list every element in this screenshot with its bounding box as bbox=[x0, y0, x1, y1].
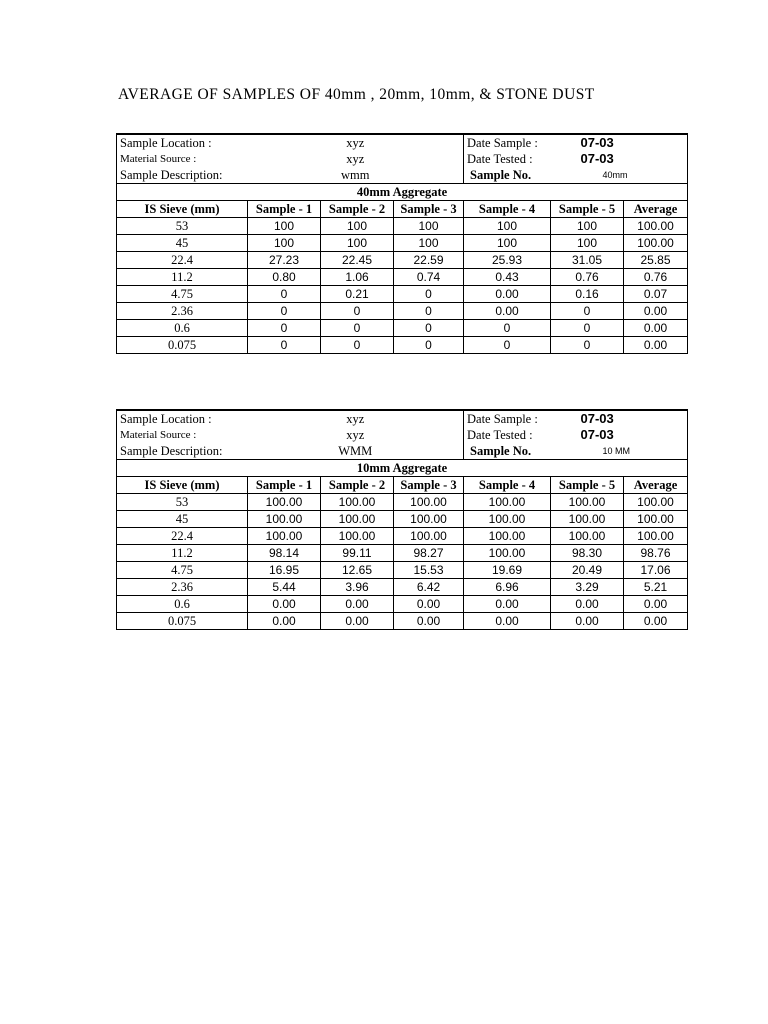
sample-cell: 100 bbox=[394, 218, 464, 235]
sample-no-value: 10 MM bbox=[551, 443, 688, 460]
table-row bbox=[117, 579, 688, 596]
date-sample-label: Date Sample : bbox=[464, 410, 551, 427]
sample-cell: 100.00 bbox=[551, 528, 624, 545]
section-title: 10mm Aggregate bbox=[117, 460, 688, 477]
table-row bbox=[117, 528, 688, 545]
sample-no-value: 40mm bbox=[551, 167, 688, 184]
sample-cell: 100 bbox=[551, 235, 624, 252]
sample-cell: 1.06 bbox=[321, 269, 394, 286]
sample-cell: 0 bbox=[248, 320, 321, 337]
column-header-sample-3: Sample - 3 bbox=[394, 201, 464, 218]
sample-cell: 100.00 bbox=[321, 511, 394, 528]
sample-cell: 22.59 bbox=[394, 252, 464, 269]
sieve-cell: 0.6 bbox=[117, 596, 248, 613]
sample-cell: 0.00 bbox=[464, 286, 551, 303]
column-header-sample-2: Sample - 2 bbox=[321, 201, 394, 218]
sample-cell: 0 bbox=[394, 337, 464, 354]
sample-cell: 0.76 bbox=[551, 269, 624, 286]
sample-cell: 100 bbox=[248, 218, 321, 235]
column-header-sample-5: Sample - 5 bbox=[551, 201, 624, 218]
sample-cell: 22.45 bbox=[321, 252, 394, 269]
sample-cell: 98.14 bbox=[248, 545, 321, 562]
sieve-cell: 53 bbox=[117, 494, 248, 511]
column-header-sieve: IS Sieve (mm) bbox=[117, 201, 248, 218]
sample-cell: 25.93 bbox=[464, 252, 551, 269]
sample-cell: 100.00 bbox=[464, 494, 551, 511]
sample-cell: 100.00 bbox=[394, 528, 464, 545]
sieve-cell: 11.2 bbox=[117, 545, 248, 562]
material-source-value: xyz bbox=[248, 427, 464, 443]
table-row bbox=[117, 511, 688, 528]
sample-cell: 100.00 bbox=[248, 511, 321, 528]
sample-cell: 0.00 bbox=[551, 596, 624, 613]
sample-cell: 100 bbox=[321, 235, 394, 252]
sample-cell: 6.42 bbox=[394, 579, 464, 596]
sample-no-label: Sample No. bbox=[464, 167, 551, 184]
average-cell: 100.00 bbox=[624, 494, 688, 511]
sieve-cell: 0.075 bbox=[117, 337, 248, 354]
sample-cell: 100 bbox=[321, 218, 394, 235]
sample-cell: 0 bbox=[394, 286, 464, 303]
average-cell: 0.76 bbox=[624, 269, 688, 286]
sample-location-label: Sample Location : bbox=[117, 410, 248, 427]
sieve-cell: 22.4 bbox=[117, 528, 248, 545]
table-row bbox=[117, 545, 688, 562]
sample-cell: 100.00 bbox=[394, 511, 464, 528]
sieve-cell: 2.36 bbox=[117, 579, 248, 596]
sample-cell: 0.00 bbox=[321, 613, 394, 630]
sample-cell: 0.00 bbox=[394, 613, 464, 630]
sample-location-value: xyz bbox=[248, 134, 464, 151]
average-cell: 0.00 bbox=[624, 596, 688, 613]
sieve-cell: 0.6 bbox=[117, 320, 248, 337]
sample-cell: 0 bbox=[321, 303, 394, 320]
date-sample-value: 07-03 bbox=[551, 410, 688, 427]
table-row bbox=[117, 303, 688, 320]
sample-cell: 0.00 bbox=[394, 596, 464, 613]
table-row bbox=[117, 494, 688, 511]
column-header-sieve: IS Sieve (mm) bbox=[117, 477, 248, 494]
table-row bbox=[117, 286, 688, 303]
sieve-cell: 11.2 bbox=[117, 269, 248, 286]
sample-cell: 0 bbox=[551, 337, 624, 354]
sample-no-label: Sample No. bbox=[464, 443, 551, 460]
sample-cell: 0 bbox=[321, 320, 394, 337]
column-header-sample-1: Sample - 1 bbox=[248, 477, 321, 494]
sieve-cell: 4.75 bbox=[117, 562, 248, 579]
sample-cell: 16.95 bbox=[248, 562, 321, 579]
average-cell: 5.21 bbox=[624, 579, 688, 596]
sieve-cell: 45 bbox=[117, 235, 248, 252]
average-cell: 100.00 bbox=[624, 235, 688, 252]
section-title: 40mm Aggregate bbox=[117, 184, 688, 201]
sample-cell: 0 bbox=[248, 286, 321, 303]
sample-cell: 100.00 bbox=[248, 494, 321, 511]
table-row bbox=[117, 562, 688, 579]
sample-cell: 6.96 bbox=[464, 579, 551, 596]
sample-description-value: wmm bbox=[248, 167, 464, 184]
sieve-cell: 45 bbox=[117, 511, 248, 528]
sample-cell: 100.00 bbox=[248, 528, 321, 545]
sample-cell: 100.00 bbox=[321, 494, 394, 511]
sample-cell: 0.00 bbox=[464, 613, 551, 630]
column-header-sample-4: Sample - 4 bbox=[464, 477, 551, 494]
table-row bbox=[117, 320, 688, 337]
column-header-sample-2: Sample - 2 bbox=[321, 477, 394, 494]
sample-cell: 20.49 bbox=[551, 562, 624, 579]
average-cell: 17.06 bbox=[624, 562, 688, 579]
sample-cell: 100.00 bbox=[464, 528, 551, 545]
sample-cell: 3.96 bbox=[321, 579, 394, 596]
sample-cell: 0.00 bbox=[464, 596, 551, 613]
column-header-average: Average bbox=[624, 477, 688, 494]
table-row bbox=[117, 252, 688, 269]
sample-cell: 0 bbox=[551, 303, 624, 320]
sample-cell: 0.43 bbox=[464, 269, 551, 286]
sample-cell: 5.44 bbox=[248, 579, 321, 596]
sample-cell: 100 bbox=[464, 218, 551, 235]
sample-cell: 0 bbox=[464, 320, 551, 337]
sample-cell: 99.11 bbox=[321, 545, 394, 562]
average-cell: 98.76 bbox=[624, 545, 688, 562]
sample-cell: 100.00 bbox=[321, 528, 394, 545]
sieve-cell: 53 bbox=[117, 218, 248, 235]
sample-cell: 0.00 bbox=[464, 303, 551, 320]
sample-location-value: xyz bbox=[248, 410, 464, 427]
sample-cell: 0 bbox=[394, 303, 464, 320]
table-row bbox=[117, 235, 688, 252]
date-tested-label: Date Tested : bbox=[467, 428, 533, 442]
aggregate-table-40mm bbox=[116, 133, 688, 354]
sample-cell: 0.74 bbox=[394, 269, 464, 286]
sample-cell: 0 bbox=[394, 320, 464, 337]
sample-cell: 0.00 bbox=[248, 613, 321, 630]
date-tested-value: 07-03 bbox=[551, 427, 688, 443]
average-cell: 100.00 bbox=[624, 511, 688, 528]
average-cell: 100.00 bbox=[624, 528, 688, 545]
sample-cell: 100 bbox=[551, 218, 624, 235]
sample-description-value: WMM bbox=[248, 443, 464, 460]
sample-cell: 19.69 bbox=[464, 562, 551, 579]
average-cell: 0.00 bbox=[624, 303, 688, 320]
date-tested-value: 07-03 bbox=[551, 151, 688, 167]
date-sample-value: 07-03 bbox=[551, 134, 688, 151]
sieve-cell: 22.4 bbox=[117, 252, 248, 269]
sample-cell: 0.00 bbox=[248, 596, 321, 613]
sample-cell: 100 bbox=[464, 235, 551, 252]
sample-cell: 0 bbox=[248, 303, 321, 320]
table-row bbox=[117, 337, 688, 354]
sample-cell: 100.00 bbox=[394, 494, 464, 511]
sample-cell: 0.80 bbox=[248, 269, 321, 286]
sample-description-label: Sample Description: bbox=[117, 443, 248, 460]
column-header-sample-3: Sample - 3 bbox=[394, 477, 464, 494]
sample-cell: 98.30 bbox=[551, 545, 624, 562]
aggregate-table-10mm bbox=[116, 409, 688, 630]
table-row bbox=[117, 613, 688, 630]
sample-cell: 15.53 bbox=[394, 562, 464, 579]
average-cell: 0.00 bbox=[624, 613, 688, 630]
sample-cell: 0 bbox=[551, 320, 624, 337]
sample-location-label: Sample Location : bbox=[117, 134, 248, 151]
sample-cell: 0.00 bbox=[551, 613, 624, 630]
sample-cell: 0.16 bbox=[551, 286, 624, 303]
sample-cell: 27.23 bbox=[248, 252, 321, 269]
average-cell: 25.85 bbox=[624, 252, 688, 269]
sample-cell: 98.27 bbox=[394, 545, 464, 562]
material-source-label: Material Source : bbox=[117, 151, 248, 167]
average-cell: 0.00 bbox=[624, 337, 688, 354]
sample-cell: 100.00 bbox=[464, 511, 551, 528]
sample-cell: 0 bbox=[248, 337, 321, 354]
sample-cell: 0 bbox=[464, 337, 551, 354]
column-header-average: Average bbox=[624, 201, 688, 218]
sieve-cell: 0.075 bbox=[117, 613, 248, 630]
sample-cell: 12.65 bbox=[321, 562, 394, 579]
sample-description-label: Sample Description: bbox=[117, 167, 248, 184]
table-row bbox=[117, 269, 688, 286]
average-cell: 0.07 bbox=[624, 286, 688, 303]
sample-cell: 100 bbox=[248, 235, 321, 252]
sample-cell: 31.05 bbox=[551, 252, 624, 269]
average-cell: 0.00 bbox=[624, 320, 688, 337]
average-cell: 100.00 bbox=[624, 218, 688, 235]
sample-cell: 100.00 bbox=[551, 494, 624, 511]
sieve-cell: 4.75 bbox=[117, 286, 248, 303]
sample-cell: 100.00 bbox=[464, 545, 551, 562]
sample-cell: 100 bbox=[394, 235, 464, 252]
table-row bbox=[117, 596, 688, 613]
date-sample-label: Date Sample : bbox=[464, 134, 551, 151]
sample-cell: 0.21 bbox=[321, 286, 394, 303]
column-header-sample-5: Sample - 5 bbox=[551, 477, 624, 494]
sample-cell: 100.00 bbox=[551, 511, 624, 528]
date-tested-label: Date Tested : bbox=[467, 152, 533, 166]
column-header-sample-4: Sample - 4 bbox=[464, 201, 551, 218]
sieve-cell: 2.36 bbox=[117, 303, 248, 320]
sample-cell: 0 bbox=[321, 337, 394, 354]
material-source-value: xyz bbox=[248, 151, 464, 167]
column-header-sample-1: Sample - 1 bbox=[248, 201, 321, 218]
sample-cell: 0.00 bbox=[321, 596, 394, 613]
sample-cell: 3.29 bbox=[551, 579, 624, 596]
table-row bbox=[117, 218, 688, 235]
page-title: AVERAGE OF SAMPLES OF 40mm , 20mm, 10mm, & STONE DUST bbox=[118, 86, 595, 103]
material-source-label: Material Source : bbox=[117, 427, 248, 443]
